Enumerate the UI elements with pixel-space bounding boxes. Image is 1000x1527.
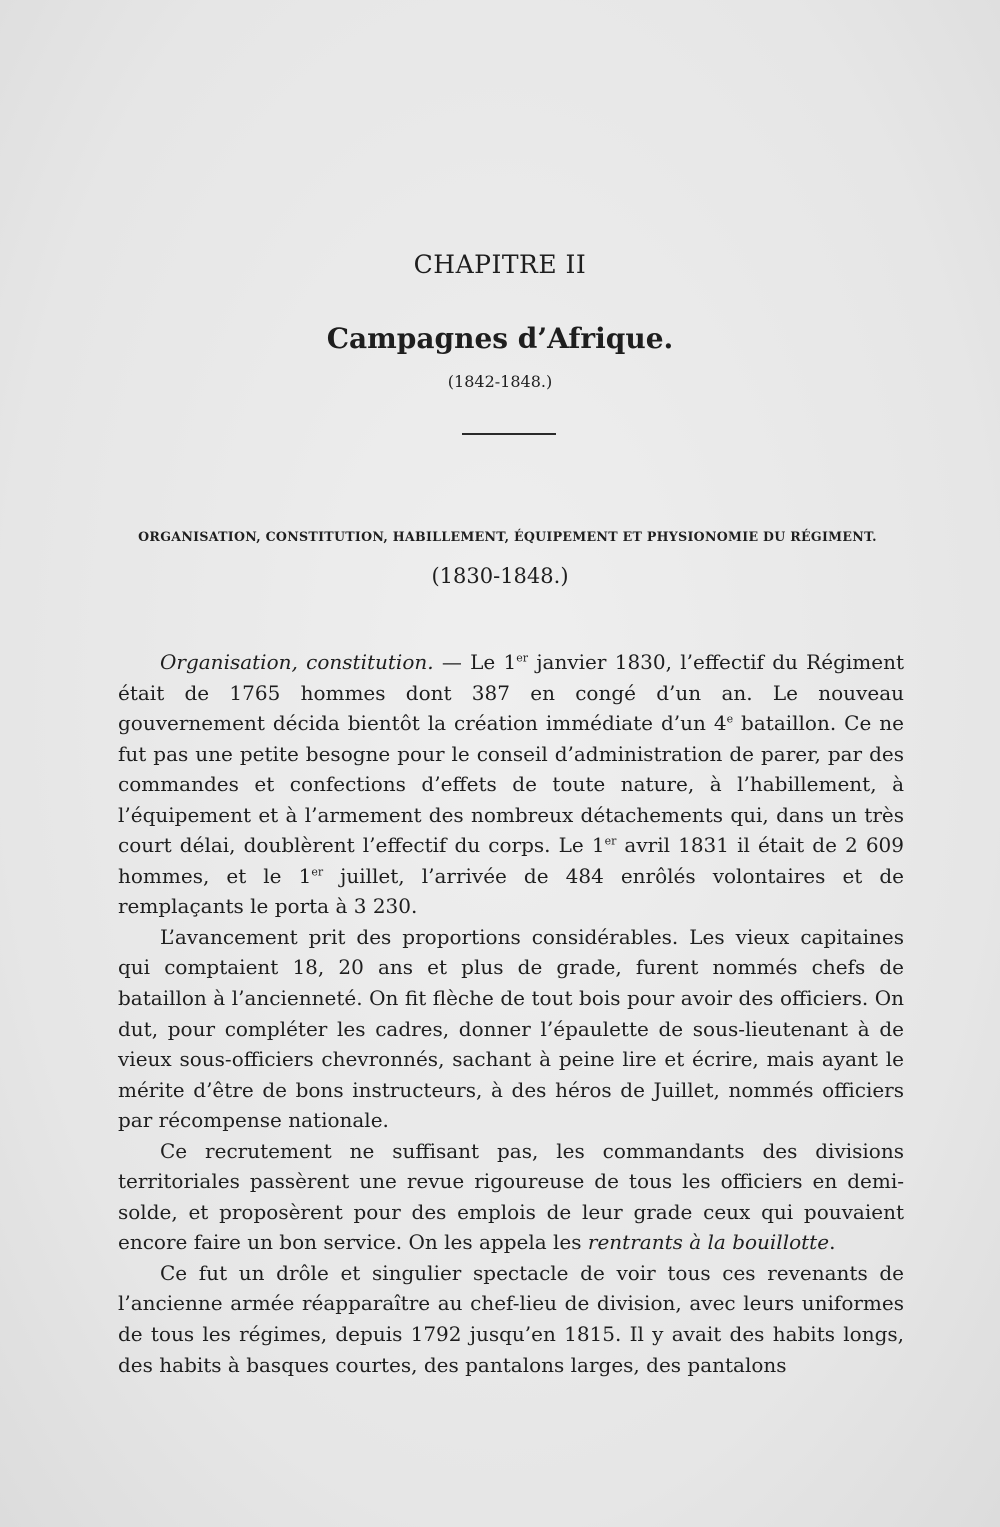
section-years: (1830-1848.) <box>431 564 569 588</box>
paragraph-text: . <box>829 1230 836 1255</box>
section-heading: ORGANISATION, CONSTITUTION, HABILLEMENT, ÉQUIPEMENT ET PHYSIONOMIE DU RÉGIMENT. <box>138 529 877 544</box>
chapter-years: (1842-1848.) <box>447 372 553 391</box>
superscript: er <box>311 865 324 879</box>
paragraph-text: — Le 1 <box>433 650 517 674</box>
paragraph-4: Ce fut un drôle et singulier spectacle de voir tous ces revenants de l’ancienne armée réapparaître au chef-lieu de division, avec leurs uniformes de tous les régimes, depuis 1792 jusqu’en 1815. Il y avait des habits longs, des habits à basques courtes, des pantalons larges, des pantalons <box>118 1260 904 1377</box>
paragraph-text: janvier 1830, l’effectif du Régiment était de 1765 hommes dont 387 en congé d’un an. Le nouveau gouvernement décida bientôt la création immédiate d’un 4 <box>118 650 904 736</box>
paragraph-text: juillet, l’arrivée de 484 enrôlés volontaires et de remplaçants le porta à 3 230. <box>118 863 905 919</box>
paragraph-3 <box>118 1136 904 1258</box>
chapter-title: CHAPITRE II <box>413 250 587 279</box>
paragraph-text: bataillon. Ce ne fut pas une petite besogne pour le conseil d’administration de parer, par des commandes et confections d’effets de toute nature, à l’habillement, à l’équipement et à l’armement des nombreux détachements qui, dans un très court délai, doublèrent l’effectif du corps. Le 1 <box>118 711 904 858</box>
body-text <box>118 647 904 1380</box>
separator-rule <box>462 433 556 435</box>
paragraph-2: L’avancement prit des proportions considérables. Les vieux capitaines qui comptaient 18, 20 ans et plus de grade, furent nommés chefs de bataillon à l’ancienneté. On fit flèche de tout bois pour avoir des officiers. On dut, pour compléter les cadres, donner l’épaulette de sous-lieutenant à de vieux sous-officiers chevronnés, sachant à peine lire et écrire, mais ayant le mérite d’être de bons instructeurs, à des héros de Juillet, nommés officiers par récompense nationale. <box>118 924 904 1133</box>
superscript: er <box>604 834 617 848</box>
superscript: e <box>726 712 734 726</box>
paragraph-lead: Organisation, constitution. <box>160 650 434 674</box>
paragraph-emphasis: rentrants à la bouillotte <box>587 1230 830 1255</box>
superscript: er <box>516 651 529 665</box>
paragraph-1 <box>118 647 904 922</box>
paragraph-text: Ce recrutement ne suffisant pas, les commandants des divisions territoriales passèrent une revue rigoureuse de tous les officiers en demi-solde, et proposèrent pour des emplois de leur grade ceux qui pouvaient encore faire un bon service. On les appela les <box>118 1138 904 1255</box>
paragraph-text: avril 1831 il était de 2 609 hommes, et le 1 <box>118 833 904 888</box>
chapter-subtitle: Campagnes d’Afrique. <box>326 322 674 355</box>
